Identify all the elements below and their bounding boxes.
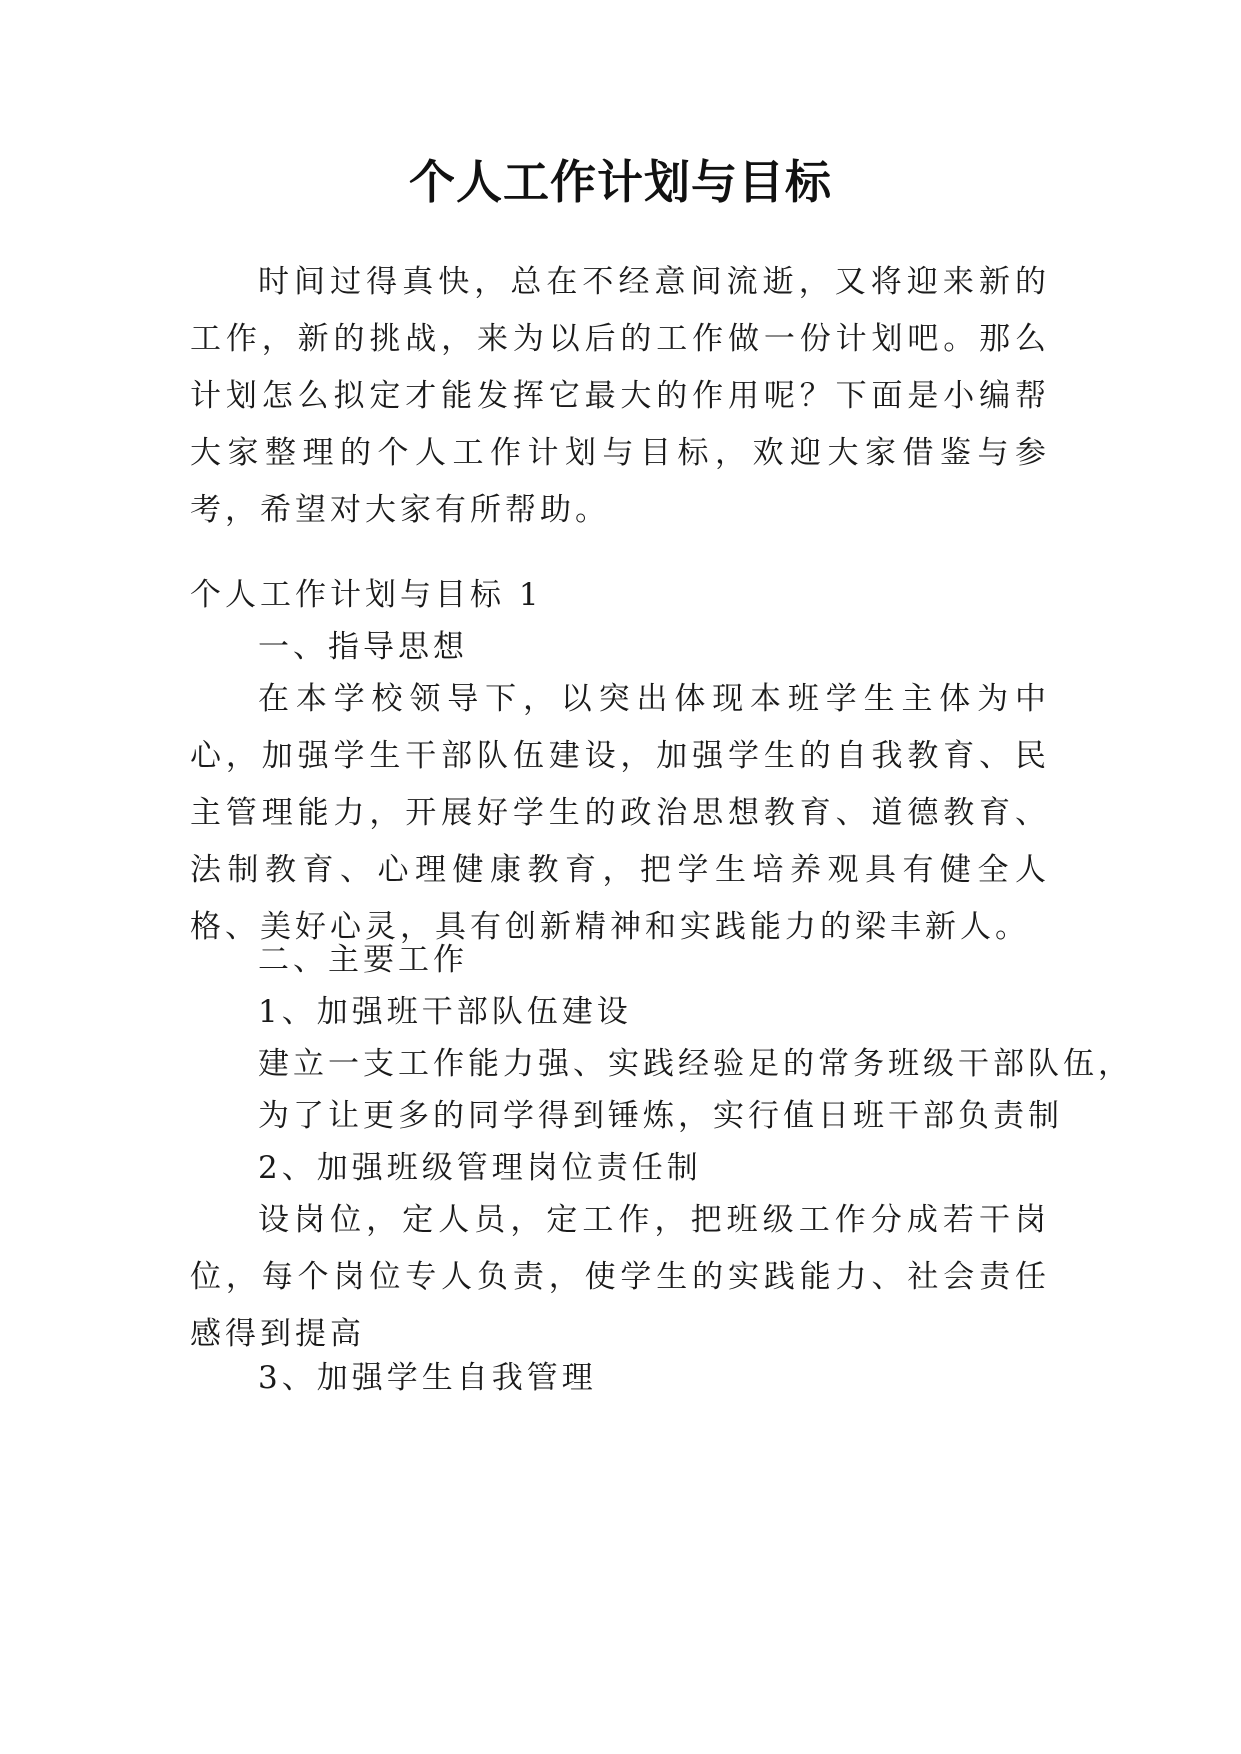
heading-main-work: 二、主要工作 xyxy=(258,942,468,978)
item-1-title: 1、加强班干部队伍建设 xyxy=(258,994,632,1030)
item-3-title: 3、加强学生自我管理 xyxy=(258,1360,597,1396)
item-2-paragraph: 设岗位，定人员，定工作，把班级工作分成若干岗位，每个岗位专人负责，使学生的实践能力、社会责任感得到提高 xyxy=(190,1202,1050,1352)
heading-guiding-ideology: 一、指导思想 xyxy=(258,629,468,665)
item-1-line-1: 建立一支工作能力强、实践经验足的常务班级干部队伍， xyxy=(258,1046,1133,1082)
document-title: 个人工作计划与目标 xyxy=(409,155,832,209)
intro-paragraph: 时间过得真快，总在不经意间流逝，又将迎来新的工作，新的挑战，来为以后的工作做一份计划吧。那么计划怎么拟定才能发挥它最大的作用呢？下面是小编帮大家整理的个人工作计划与目标，欢迎大家借鉴与参考，希望对大家有所帮助。 xyxy=(190,264,1050,528)
section-title: 个人工作计划与目标 1 xyxy=(190,577,543,613)
item-1-line-2: 为了让更多的同学得到锤炼，实行值日班干部负责制 xyxy=(258,1098,1063,1134)
item-2-title: 2、加强班级管理岗位责任制 xyxy=(258,1150,702,1186)
guiding-ideology-paragraph: 在本学校领导下，以突出体现本班学生主体为中心，加强学生干部队伍建设，加强学生的自我教育、民主管理能力，开展好学生的政治思想教育、道德教育、法制教育、心理健康教育，把学生培养观具有健全人格、美好心灵，具有创新精神和实践能力的梁丰新人。 xyxy=(190,681,1050,945)
